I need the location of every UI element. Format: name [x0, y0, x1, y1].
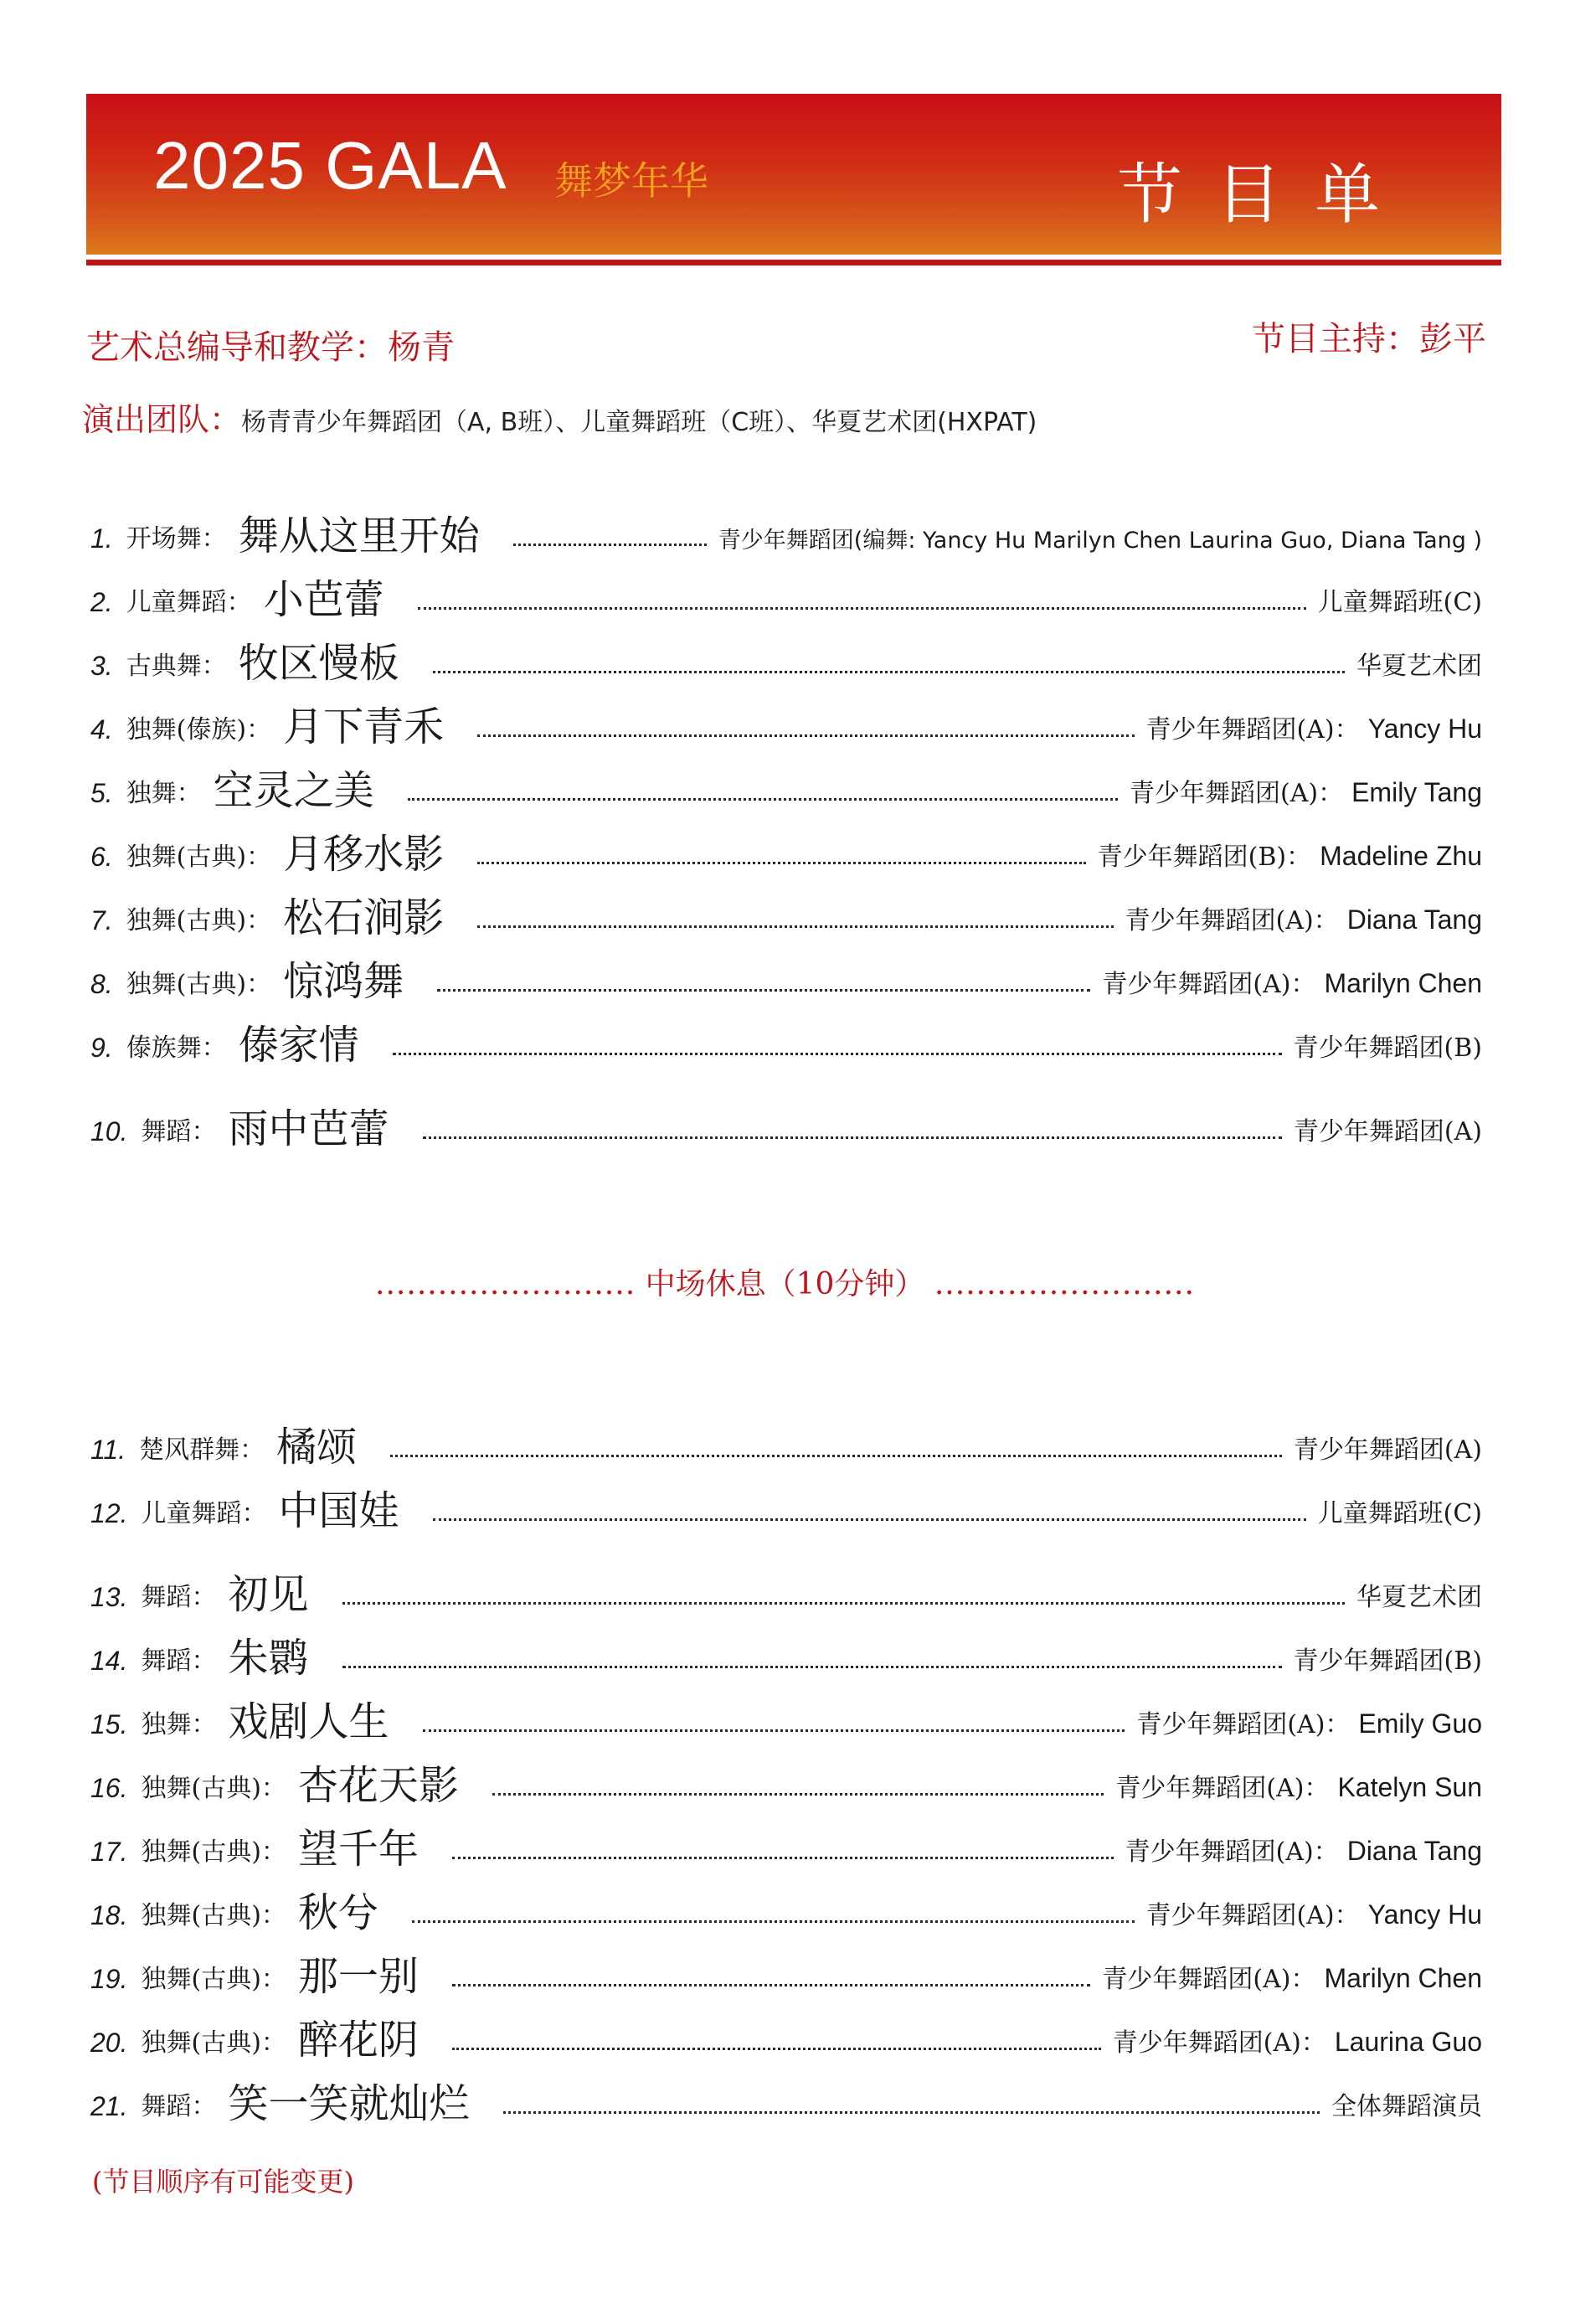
- program-number: 15.: [90, 1709, 128, 1739]
- program-dancer: Marilyn Chen: [1324, 1963, 1482, 1993]
- program-title: 松石涧影: [283, 894, 445, 941]
- program-title: 舞从这里开始: [238, 513, 480, 559]
- program-performer: 青少年舞蹈团(B): [1293, 1033, 1482, 1063]
- program-number: 16.: [90, 1773, 128, 1803]
- dot-leader: [390, 1455, 1282, 1457]
- program-performer: 青少年舞蹈团(A)：: [1112, 2028, 1326, 2058]
- program-number: 9.: [90, 1033, 113, 1063]
- program-type: 独舞：: [126, 779, 202, 808]
- program-number: 10.: [90, 1116, 128, 1147]
- troupe-text: 杨青青少年舞蹈团（A, B班）、儿童舞蹈班（C班）、华夏艺术团(HXPAT): [241, 408, 1037, 437]
- program-item: [90, 2072, 1482, 2126]
- program-number: 1.: [90, 523, 113, 554]
- program-performer: 华夏艺术团: [1356, 1583, 1482, 1612]
- program-performer-group: [1113, 2022, 1482, 2062]
- program-item: [90, 1013, 1482, 1067]
- gala-subtitle: 舞梦年华: [554, 158, 708, 204]
- program-number: 4.: [90, 714, 113, 745]
- program-type: 古典舞：: [126, 652, 227, 681]
- dot-leader: [492, 1793, 1104, 1796]
- dot-leader: [393, 1053, 1282, 1055]
- program-item: [90, 631, 1482, 685]
- program-number: 5.: [90, 778, 113, 808]
- program-performer-group: [1102, 963, 1482, 1003]
- program-type: 儿童舞蹈：: [141, 1499, 267, 1528]
- program-title: 雨中芭蕾: [228, 1105, 389, 1152]
- program-performer-group: [1294, 1027, 1482, 1067]
- dot-leader: [477, 862, 1086, 864]
- program-dancer: Emily Tang: [1351, 777, 1482, 807]
- program-title: 月移水影: [283, 831, 445, 878]
- program-item: [90, 1626, 1482, 1680]
- dot-leader: [513, 544, 707, 546]
- program-performer: 青少年舞蹈团(A)：: [1102, 1965, 1316, 1994]
- program-item: [90, 1817, 1482, 1871]
- program-performer: 青少年舞蹈团(A): [1293, 1435, 1482, 1465]
- program-type: 舞蹈：: [141, 1117, 217, 1147]
- program-dancer: Madeline Zhu: [1320, 841, 1482, 871]
- program-item: [90, 2008, 1482, 2062]
- program-type: 独舞(古典)：: [141, 2028, 286, 2058]
- dot-leader: [433, 671, 1345, 673]
- program-performer-group: [1102, 1958, 1482, 1998]
- dot-leader: [437, 989, 1090, 992]
- program-type: 独舞：: [141, 1710, 217, 1739]
- program-performer-group: [1146, 709, 1482, 749]
- program-title: 秋兮: [297, 1889, 378, 1936]
- program-number: 11.: [90, 1435, 126, 1465]
- program-item: [90, 695, 1482, 749]
- program-item: [90, 1945, 1482, 1998]
- program-item: [90, 1690, 1482, 1744]
- program-dancer: Laurina Guo: [1334, 2027, 1482, 2057]
- program-item: [90, 568, 1482, 621]
- troupe-credit: [82, 394, 1037, 440]
- gala-title: 2025 GALA: [153, 128, 507, 203]
- program-title: 初见: [228, 1571, 309, 1618]
- header-rule: [86, 260, 1501, 265]
- dot-leader: [423, 1136, 1282, 1139]
- program-title: 望千年: [297, 1826, 419, 1873]
- program-number: 17.: [90, 1837, 128, 1867]
- program-performer-group: [1356, 1576, 1482, 1616]
- program-performer-group: [1294, 1429, 1482, 1469]
- program-type: 舞蹈：: [141, 1646, 217, 1676]
- program-item: [90, 1754, 1482, 1807]
- program-performer: 华夏艺术团: [1356, 652, 1482, 681]
- program-number: 12.: [90, 1498, 128, 1528]
- program-performer-group: [1125, 1831, 1482, 1871]
- program-performer-group: [718, 522, 1482, 558]
- program-title: 橘颂: [276, 1424, 358, 1471]
- program-type: 儿童舞蹈：: [126, 588, 252, 617]
- program-title: 笑一笑就灿烂: [228, 2080, 470, 2127]
- program-number: 21.: [90, 2091, 128, 2121]
- program-performer: 青少年舞蹈团(A)：: [1115, 1774, 1330, 1803]
- program-item: [90, 886, 1482, 940]
- program-dancer: Yancy Hu: [1367, 1899, 1482, 1930]
- program-title: 朱鹮: [228, 1635, 309, 1682]
- program-title: 那一别: [297, 1953, 419, 2000]
- program-performer-group: [1146, 1894, 1482, 1935]
- intermission-dots-left: .........................: [375, 1267, 636, 1301]
- program-title: 牧区慢板: [238, 640, 399, 687]
- program-performer: 青少年舞蹈团(B): [1293, 1646, 1482, 1676]
- program-performer-group: [1294, 1110, 1482, 1151]
- host-credit: 节目主持：彭平: [1252, 320, 1486, 358]
- program-performer: 全体舞蹈演员: [1331, 2092, 1482, 2121]
- program-number: 18.: [90, 1900, 128, 1930]
- program-performer: 青少年舞蹈团(A)：: [1145, 1901, 1360, 1930]
- program-item: [90, 1479, 1482, 1533]
- program-performer-group: [1130, 772, 1482, 812]
- program-type: 独舞(古典)：: [141, 1837, 286, 1867]
- program-item: [90, 1563, 1482, 1616]
- program-number: 3.: [90, 651, 113, 681]
- dot-leader: [423, 1729, 1125, 1732]
- dot-leader: [477, 734, 1134, 737]
- dot-leader: [408, 798, 1118, 801]
- program-item: [90, 1881, 1482, 1935]
- program-title: 戏剧人生: [228, 1698, 389, 1745]
- program-title: 傣家情: [238, 1022, 359, 1069]
- program-title: 小芭蕾: [263, 576, 384, 623]
- dot-leader: [452, 2048, 1101, 2050]
- program-number: 20.: [90, 2028, 128, 2058]
- program-item: [90, 950, 1482, 1003]
- dot-leader: [418, 607, 1306, 610]
- program-performer: 青少年舞蹈团(A)：: [1130, 779, 1344, 808]
- program-title: 杏花天影: [297, 1762, 459, 1809]
- program-title: 惊鸿舞: [283, 958, 404, 1005]
- program-type: 独舞(古典)：: [141, 1774, 286, 1803]
- dot-leader: [503, 2111, 1320, 2114]
- program-performer: 青少年舞蹈团(A)：: [1145, 715, 1360, 745]
- program-performer-group: [1125, 899, 1482, 940]
- program-performer: 青少年舞蹈团(A)：: [1125, 906, 1339, 935]
- program-title: 中国娃: [278, 1487, 399, 1534]
- program-title: 空灵之美: [213, 767, 374, 814]
- program-number: 6.: [90, 842, 113, 872]
- program-dancer: Emily Guo: [1358, 1708, 1482, 1739]
- program-performer-group: [1331, 2085, 1482, 2126]
- dot-leader: [412, 1920, 1135, 1923]
- program-type: 独舞(傣族)：: [126, 715, 272, 745]
- program-label: 节目单: [1117, 157, 1414, 233]
- program-number: 7.: [90, 905, 113, 935]
- dot-leader: [452, 1984, 1090, 1986]
- program-number: 8.: [90, 969, 113, 999]
- program-type: 独舞(古典)：: [126, 906, 272, 935]
- intermission-label: 中场休息（10分钟）: [645, 1267, 925, 1301]
- program-type: 舞蹈：: [141, 1583, 217, 1612]
- program-item: [90, 759, 1482, 812]
- dot-leader: [477, 925, 1113, 928]
- intermission-dots-right: .........................: [934, 1267, 1195, 1301]
- program-performer-group: [1098, 836, 1482, 876]
- program-type: 傣族舞：: [126, 1033, 227, 1063]
- program-number: 2.: [90, 587, 113, 617]
- program-performer-group: [1115, 1767, 1482, 1807]
- program-performer: 青少年舞蹈团(B)：: [1097, 843, 1312, 872]
- program-performer: 青少年舞蹈团(A)：: [1102, 970, 1316, 999]
- program-number: 14.: [90, 1646, 128, 1676]
- program-dancer: Diana Tang: [1346, 904, 1482, 935]
- program-title: 月下青禾: [283, 703, 445, 750]
- program-performer: 儿童舞蹈班(C): [1317, 1499, 1482, 1528]
- program-performer: 青少年舞蹈团(A)：: [1125, 1837, 1339, 1867]
- dot-leader: [342, 1666, 1282, 1668]
- program-performer-group: [1318, 581, 1482, 621]
- program-item: [90, 1097, 1482, 1151]
- program-type: 舞蹈：: [141, 2092, 217, 2121]
- program-item: [90, 504, 1482, 558]
- program-performer-group: [1318, 1492, 1482, 1533]
- program-dancer: Katelyn Sun: [1337, 1772, 1482, 1802]
- program-title: 醉花阴: [297, 2017, 419, 2064]
- program-performer: 青少年舞蹈团(A): [1293, 1117, 1482, 1147]
- program-type: 独舞(古典)：: [141, 1965, 286, 1994]
- program-type: 独舞(古典)：: [141, 1901, 286, 1930]
- program-performer-group: [1356, 645, 1482, 685]
- program-item: [90, 1415, 1482, 1469]
- program-performer: 青少年舞蹈团(编舞: Yancy Hu Marilyn Chen Laurina Guo, Diana Tang ): [718, 528, 1482, 554]
- program-type: 独舞(古典)：: [126, 970, 272, 999]
- program-number: 13.: [90, 1582, 128, 1612]
- program-performer-group: [1136, 1703, 1482, 1744]
- program-type: 独舞(古典)：: [126, 843, 272, 872]
- program-dancer: Yancy Hu: [1367, 714, 1482, 744]
- program-dancer: Marilyn Chen: [1324, 968, 1482, 998]
- footnote: (节目顺序有可能变更): [92, 2166, 354, 2198]
- program-type: 开场舞：: [126, 524, 227, 554]
- program-item: [90, 822, 1482, 876]
- dot-leader: [342, 1602, 1346, 1605]
- program-dancer: Diana Tang: [1346, 1836, 1482, 1866]
- director-credit: 艺术总编导和教学：杨青: [86, 328, 455, 367]
- program-performer: 青少年舞蹈团(A)：: [1136, 1710, 1351, 1739]
- program-performer-group: [1294, 1640, 1482, 1680]
- troupe-label: 演出团队：: [82, 401, 242, 438]
- program-number: 19.: [90, 1964, 128, 1994]
- intermission: [0, 1260, 1570, 1303]
- program-performer: 儿童舞蹈班(C): [1317, 588, 1482, 617]
- dot-leader: [452, 1857, 1114, 1859]
- dot-leader: [433, 1518, 1306, 1521]
- program-type: 楚风群舞：: [139, 1435, 265, 1465]
